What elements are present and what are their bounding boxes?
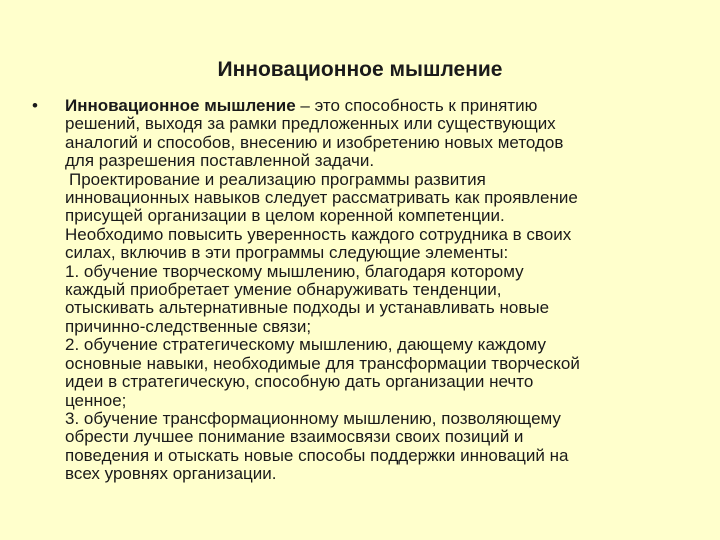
definition-line: аналогий и способов, внесению и изобретению новых методов [65, 132, 564, 152]
definition-paragraph [65, 97, 690, 171]
paragraph-line: инновационных навыков следует рассматривать как проявление [65, 188, 578, 208]
paragraph-line: отыскивать альтернативные подходы и устанавливать новые [65, 298, 550, 318]
definition-line: решений, выходя за рамки предложенных или существующих [65, 114, 556, 134]
list-item-strategic: 2. обучение стратегическому мышлению, дающему каждому [65, 335, 547, 355]
definition-term: Инновационное мышление [65, 96, 296, 115]
paragraph-line: причинно-следственные связи; [65, 316, 312, 336]
paragraph-line: основные навыки, необходимые для трансформации творческой [65, 353, 580, 373]
list-item-creative: 1. обучение творческому мышлению, благодаря которому [65, 261, 524, 281]
definition-line: для разрешения поставленной задачи. [65, 151, 375, 171]
bullet-body [65, 97, 690, 484]
body-paragraph [65, 171, 690, 484]
paragraph-line: ценное; [65, 390, 127, 410]
bullet-marker: • [32, 96, 38, 115]
paragraph-line: всех уровнях организации. [65, 464, 277, 484]
paragraph-line: поведения и отыскать новые способы поддержки инноваций на [65, 445, 569, 465]
slide-title: Инновационное мышление [217, 58, 503, 81]
paragraph-line: присущей организации в целом коренной компетенции. [65, 206, 505, 226]
paragraph-line: Необходимо повысить уверенность каждого сотрудника в своих [65, 224, 572, 244]
paragraph-line: Проектирование и реализацию программы развития [69, 169, 486, 189]
list-item-transformational: 3. обучение трансформационному мышлению, позволяющему [65, 408, 561, 428]
paragraph-line: идеи в стратегическую, способную дать организации нечто [65, 372, 534, 392]
definition-line [65, 97, 690, 115]
paragraph-line: каждый приобретает умение обнаруживать тенденции, [65, 280, 502, 300]
definition-text: – это способность к принятию [295, 96, 538, 115]
paragraph-line: обрести лучшее понимание взаимосвязи своих позиций и [65, 427, 524, 447]
paragraph-line: силах, включив в эти программы следующие элементы: [65, 243, 509, 263]
